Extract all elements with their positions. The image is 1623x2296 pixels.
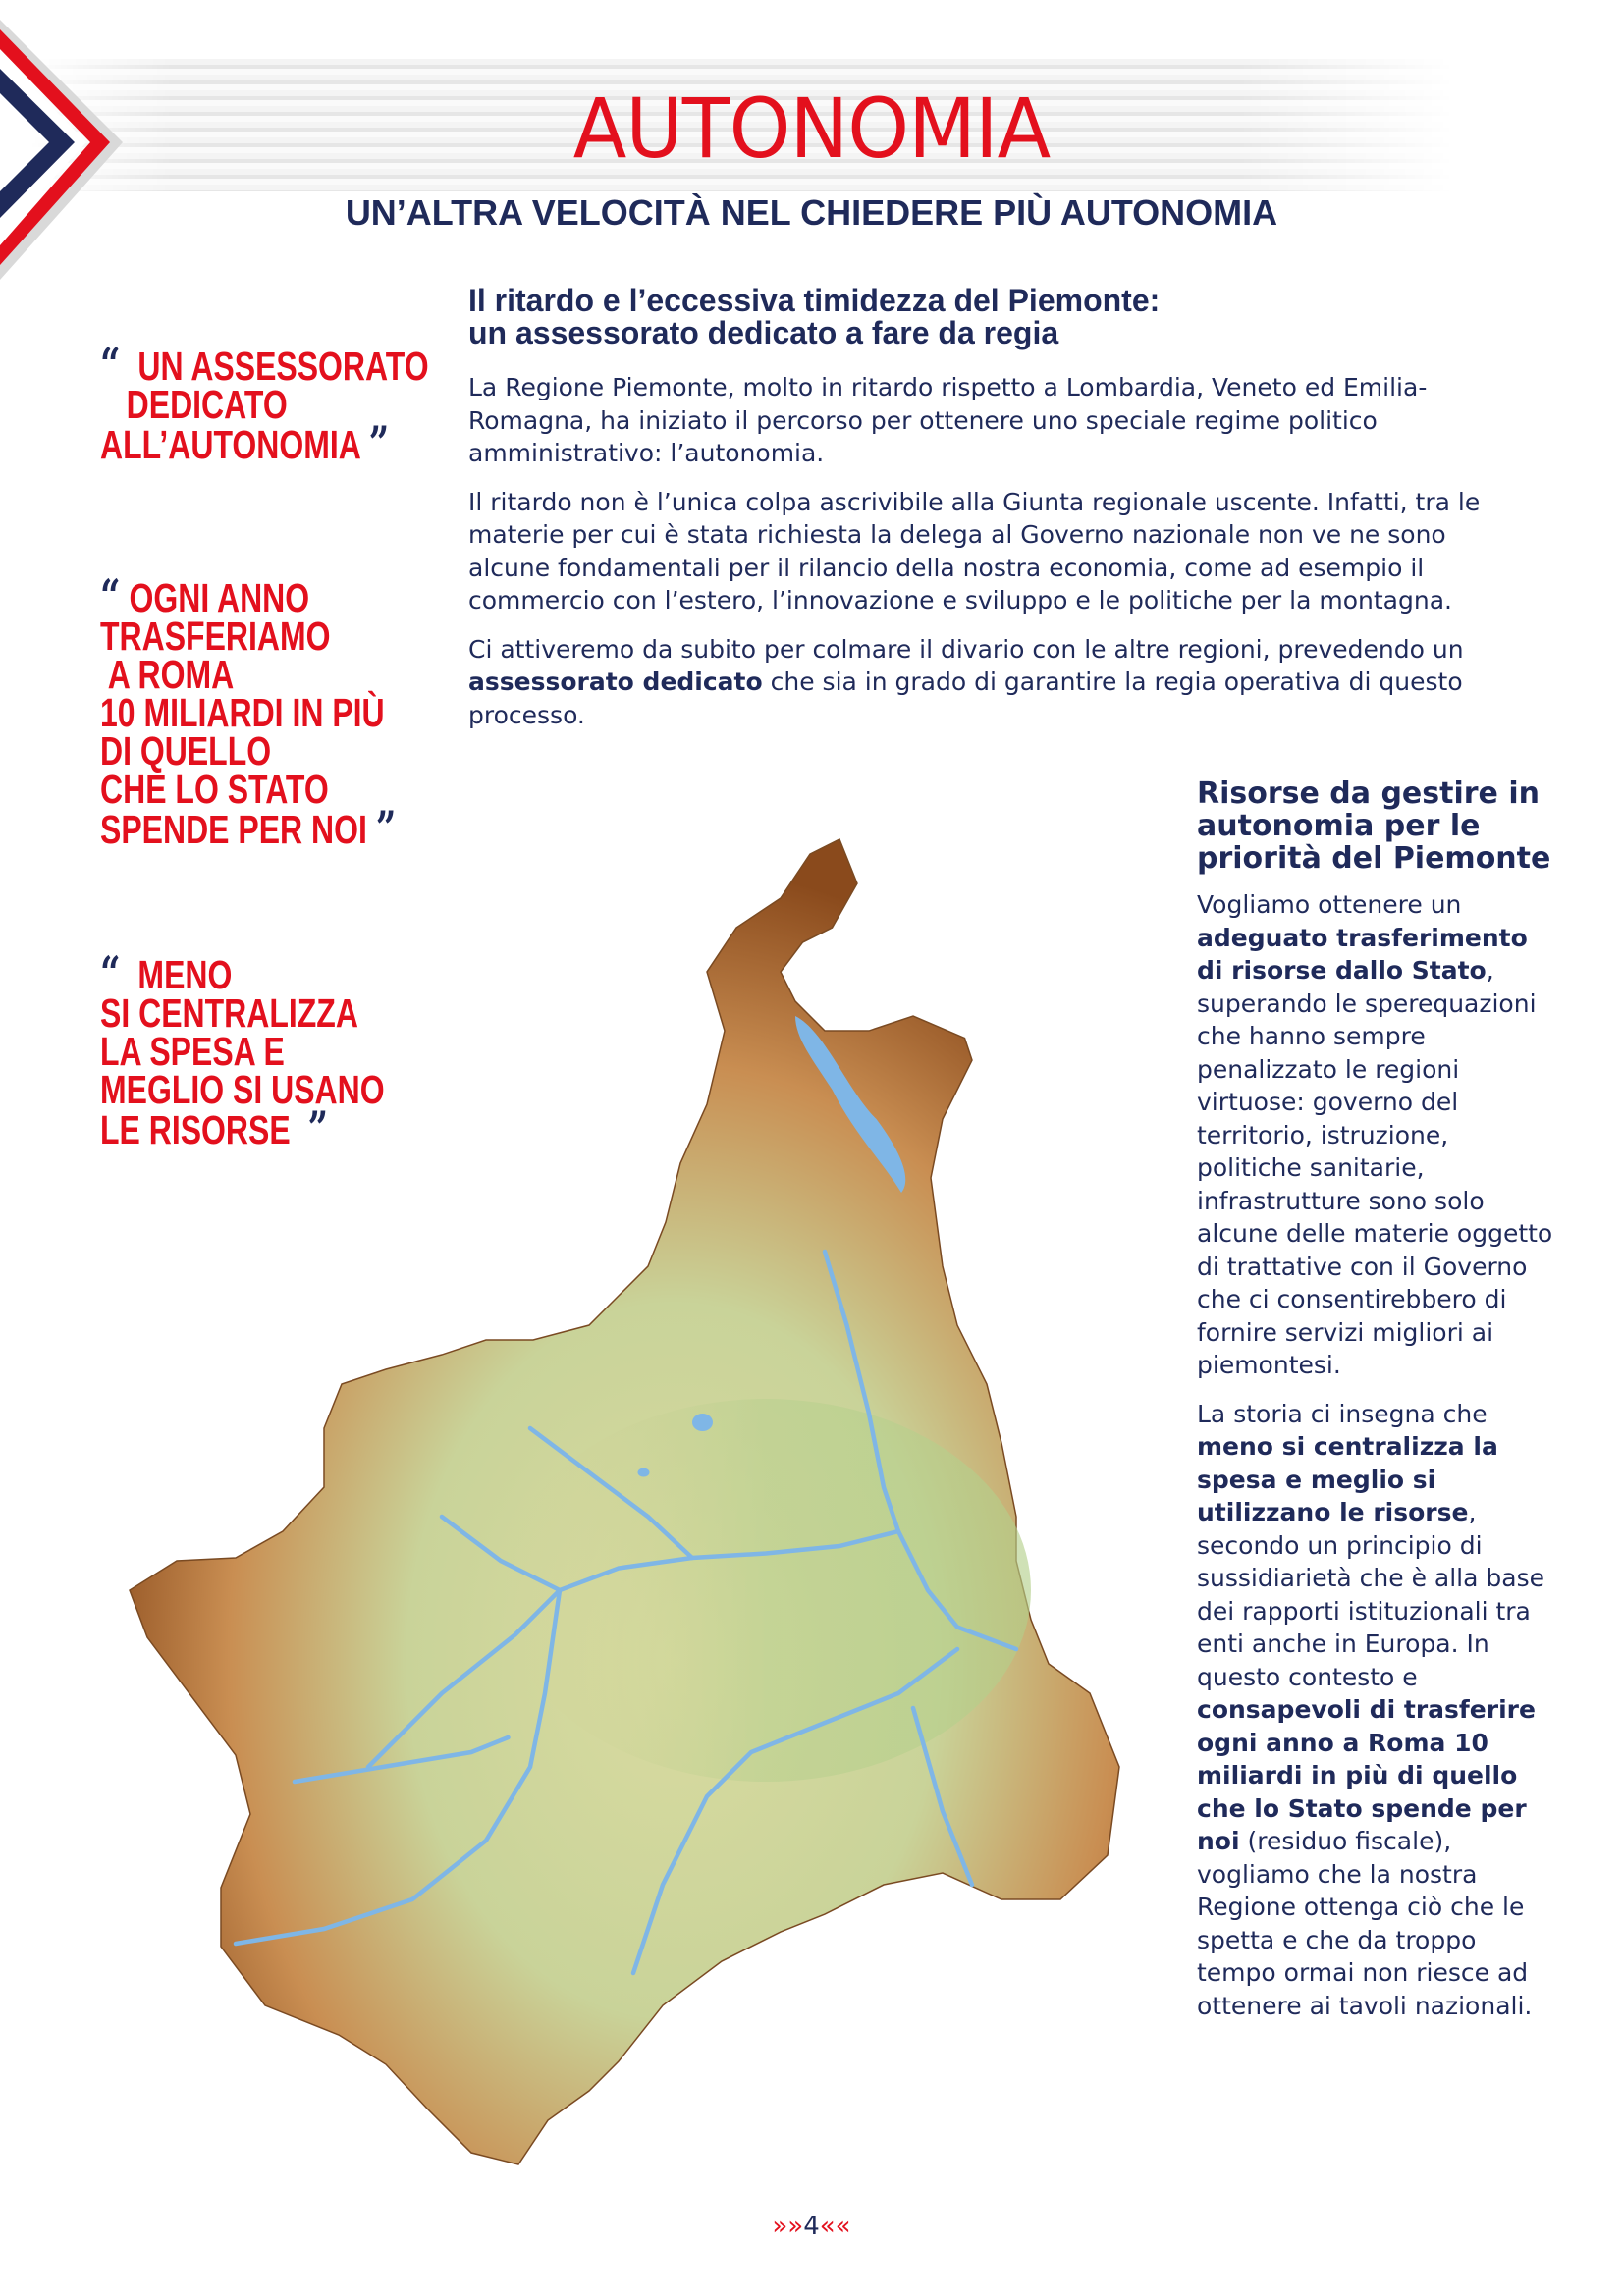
close-quote-icon: ”	[307, 1101, 329, 1154]
paragraph: Il ritardo non è l’unica colpa ascrivibile alla Giunta regionale uscente. Infatti, tra le materie per cui è stata richiesta la delega al Governo nazionale non ve ne sono alcune fondamentali per il rilancio della nostra economia, come ad esempio il commercio con l’estero, l’innovazione e sviluppo e le politiche per la montagna.	[468, 487, 1481, 614]
lake	[692, 1414, 713, 1431]
article-heading-line: un assessorato dedicato a fare da regia	[468, 315, 1059, 350]
paragraph: La Regione Piemonte, molto in ritardo rispetto a Lombardia, Veneto ed Emilia-Romagna, ha iniziato il percorso per ottenere uno speciale regime politico amministrativo: l’autonomia.	[468, 373, 1428, 467]
open-quote-icon: “	[100, 338, 121, 391]
close-quote-icon: ”	[375, 801, 397, 854]
lake	[638, 1468, 650, 1477]
page-subtitle: UN’ALTRA VELOCITÀ NEL CHIEDERE PIÙ AUTONOMIA	[345, 192, 1278, 233]
pull-quote-text: OGNI ANNO TRASFERIAMO A ROMA 10 MILIARDI IN PIÙ DI QUELLO CHE LO STATO SPENDE PER NOI	[100, 575, 385, 852]
sidebar-column	[1197, 777, 1560, 2038]
paragraph: Ci attiveremo da subito per colmare il divario con le altre regioni, prevedendo un assessorato dedicato che sia in grado di garantire la regia operativa di questo processo.	[468, 634, 1464, 729]
open-quote-icon: “	[100, 569, 121, 622]
pull-quote-text: UN ASSESSORATO DEDICATO ALL’AUTONOMIA	[100, 344, 429, 467]
page-title: AUTONOMIA	[572, 80, 1051, 177]
article-heading-line: Il ritardo e l’eccessiva timidezza del Piemonte:	[468, 283, 1161, 318]
paragraph: Vogliamo ottenere un adeguato trasferimento di risorse dallo Stato, superando le sperequazioni che hanno sempre penalizzato le regioni virtuose: governo del territorio, istruzione, politiche sanitarie, infrastrutture sono solo alcune delle materie oggetto di trattative con il Governo che ci consentirebbero di fornire servizi migliori ai piemontesi.	[1197, 890, 1553, 1379]
sidebar-heading: Risorse da gestire in autonomia per le priorità del Piemonte	[1197, 776, 1551, 876]
paragraph: La storia ci insegna che meno si centralizza la spesa e meglio si utilizzano le risorse, secondo un principio di sussidiarietà che è alla base dei rapporti istituzionali tra enti anche in Europa. In questo contesto e consapevoli di trasferire ogni anno a Roma 10 miliardi in più di quello che lo Stato spende per noi (residuo fiscale), vogliamo che la nostra Regione ottenga ciò che le spetta e che da troppo tempo ormai non riesce ad ottenere ai tavoli nazionali.	[1197, 1399, 1544, 2020]
page-number: »»4««	[772, 2212, 851, 2241]
pull-quote-text: MENO SI CENTRALIZZA LA SPESA E MEGLIO SI USANO LE RISORSE	[100, 952, 385, 1152]
close-quote-icon: ”	[368, 416, 390, 469]
open-quote-icon: “	[100, 946, 121, 999]
